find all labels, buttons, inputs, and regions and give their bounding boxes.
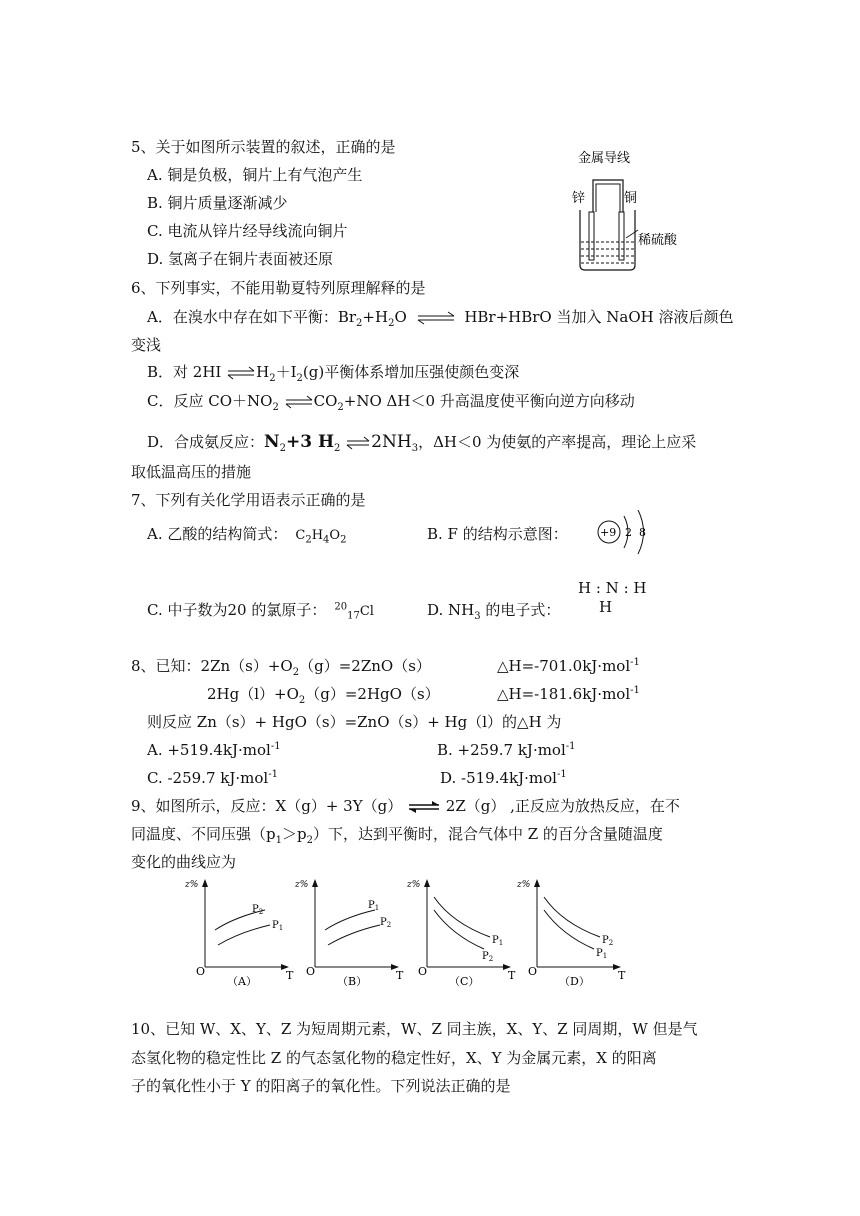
svg-text:z%: z% [407,880,421,890]
q6-option-c: C．反应 $CO+NO_2$ $CO_2+NO$ ΔH＜0 升高温度使平衡向逆方向移动 [147,392,635,413]
q9-line3: 变化的曲线应为 [131,853,237,871]
equilibrium-arrow-icon [226,366,256,380]
svg-text:P2: $P_2$ [482,951,494,963]
q5-option-b: B. 铜片质量逐渐减少 [147,194,288,212]
q7-stem: 7、下列有关化学用语表示正确的是 [131,491,366,509]
graph-d-caption: （D） [559,975,590,988]
graph-b [294,879,404,988]
q8-option-b: B. +259.7 kJ·mol$^{-1}$ [437,741,576,759]
q7-option-a: A. 乙酸的结构简式： $C_2H_4O_2$ [147,525,347,546]
equilibrium-arrow-icon [407,800,441,814]
svg-text:P1: $P_1$ [368,900,380,912]
svg-text:O: O [196,965,206,978]
q6-stem: 6、下列事实，不能用勒夏特列原理解释的是 [131,279,426,297]
q10-line2: 态氢化物的稳定性比 Z 的气态氢化物的稳定性好，X、Y 为金属元素，X 的阳离 [131,1049,657,1067]
svg-text:z%: z% [295,880,309,890]
nh3-electron-dot-line1: H : N : H [578,579,647,597]
svg-text:z%: z% [517,880,531,890]
svg-text:P1: $P_1$ [272,920,284,932]
svg-text:O: O [528,965,538,978]
q9-line1: 9、如图所示，反应：X（g）+ 3Y（g） 2Z（g） ,正反应为放热反应，在不 [131,797,680,815]
nucleus-label: +9 [600,526,617,539]
equilibrium-arrow-icon [345,436,371,450]
graph-d [516,879,626,988]
q9-graphs [180,875,640,990]
q8-question: 则反应 Zn（s）+ HgO（s）=ZnO（s）+ Hg（l）的△H 为 [147,713,562,731]
fig-zn-label: 锌 [572,191,586,206]
svg-text:P1: $P_1$ [492,935,504,947]
q8-option-c: C. -259.7 kJ·mol$^{-1}$ [147,769,278,787]
equilibrium-arrow-icon [412,311,460,325]
svg-text:T: T [508,969,516,982]
q9-line2: 同温度、不同压强$(p_1>p_2)$下，达到平衡时，混合气体中 Z 的百分含量随温度 [131,825,663,846]
q8-option-a: A. +519.4kJ·mol$^{-1}$ [147,741,281,759]
svg-text:T: T [618,969,626,982]
q6-option-d: D．合成氨反应：$N_2+3$ $H_2$ $2NH_3$，ΔH＜0 为使氨的产率提高，理论上应采 [147,432,697,454]
q6-option-b: B．对 2HI $H_2+I_2(g)$平衡体系增加压强使颜色变深 [147,363,520,384]
q8-option-d: D. -519.4kJ·mol$^{-1}$ [440,769,567,787]
graph-c-caption: （C） [449,975,480,988]
svg-text:P2: $P_2$ [380,917,392,929]
q10-line3: 子的氧化性小于 Y 的阳离子的氧化性。下列说法正确的是 [131,1077,511,1095]
svg-text:P1: $P_1$ [596,948,608,960]
shell-2-label: 8 [639,526,646,539]
q8-line1-dh: △H=-701.0kJ·mol$^{-1}$ [497,657,640,675]
q8-line2: $2Hg(l)+O_2(g)=2HgO(s)$ [207,685,440,706]
svg-text:T: T [396,969,404,982]
q5-option-d: D. 氢离子在铜片表面被还原 [147,250,334,268]
svg-text:P2: $P_2$ [252,904,264,916]
graph-a [184,879,294,988]
svg-text:z%: z% [185,880,199,890]
graph-a-caption: （A） [227,975,257,988]
q6-option-d-cont: 取低温高压的措施 [131,463,252,481]
fig-acid-label: 稀硫酸 [638,233,678,248]
q7-option-d: D. $NH_3$ 的电子式： [427,601,561,622]
galvanic-cell-figure [560,140,690,275]
graph-c [406,879,516,988]
q7-option-c: C. 中子数为20 的氯原子： $^{20}_{17}$Cl [147,601,374,622]
q10-line1: 10、已知 W、X、Y、Z 为短周期元素，W、Z 同主族，X、Y、Z 同周期，W 但是气 [131,1020,698,1038]
q6-option-a-cont: 变浅 [131,336,162,354]
q5-option-c: C. 电流从锌片经导线流向铜片 [147,222,348,240]
fig-cu-label: 铜 [624,191,638,206]
svg-text:T: T [286,969,294,982]
q6-option-a: A．在溴水中存在如下平衡：$Br_2+H_2O$ HBr+HBrO 当加入 NaOH 溶液后颜色 [147,308,734,329]
svg-text:P2: $P_2$ [602,935,614,947]
q5-option-a: A. 铜是负极，铜片上有气泡产生 [147,166,363,184]
q8-line2-dh: △H=-181.6kJ·mol$^{-1}$ [497,685,640,703]
nh3-electron-dot-line2: H [599,598,613,616]
graph-b-caption: （B） [337,975,368,988]
fluorine-structure-diagram [594,510,664,560]
q5-stem: 5、关于如图所示装置的叙述，正确的是 [131,138,396,156]
fig-wire-label: 金属导线 [578,151,631,166]
svg-text:O: O [418,965,428,978]
equilibrium-arrow-icon [284,395,314,409]
q8-line1: 8、已知：$2Zn(s)+O_2(g)=2ZnO(s)$ [131,657,431,678]
svg-text:O: O [306,965,316,978]
shell-1-label: 2 [625,526,632,539]
q7-option-b: B. F 的结构示意图： [427,525,568,543]
